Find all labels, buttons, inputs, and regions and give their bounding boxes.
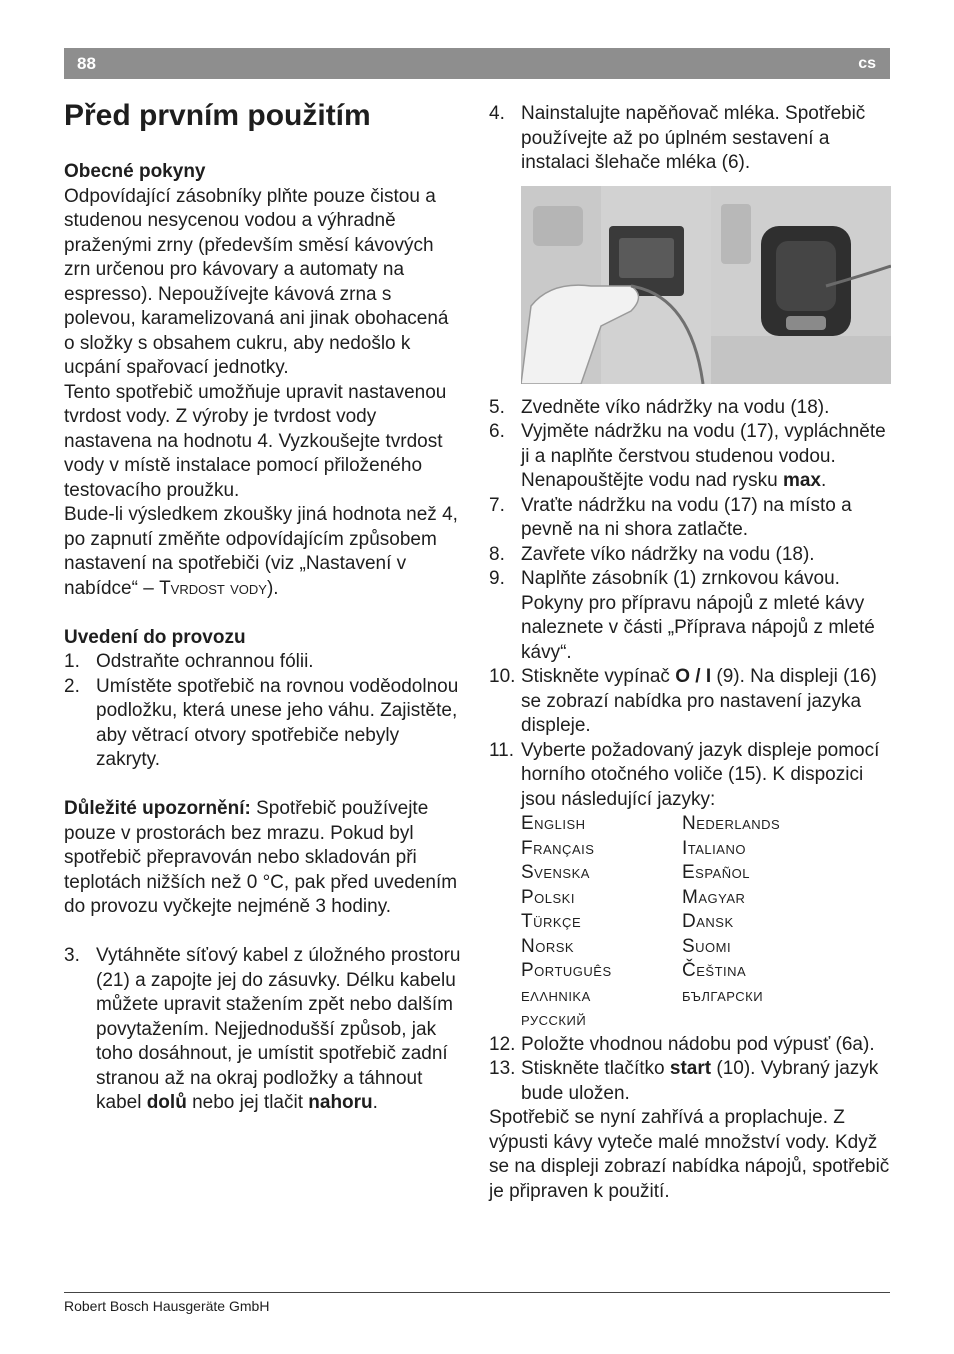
step-text (521, 1057, 891, 1106)
step-9 (489, 567, 891, 665)
step13-text-a: Stiskněte tlačítko (521, 1058, 670, 1079)
step-text: Naplňte zásobník (1) zrnkovou kávou. Pokyny pro přípravu nápojů z mleté kávy naleznete v části „Příprava nápojů z mleté kávy“. (521, 568, 875, 663)
step-number: 6. (489, 421, 505, 442)
step-3 (64, 944, 464, 1116)
language-item: Čeština (682, 960, 747, 981)
step-5 (489, 396, 891, 421)
step-number: 3. (64, 945, 80, 966)
language-item: Polski (521, 886, 575, 908)
water-hardness-reference: Tvrdost vody (159, 577, 267, 599)
step6-text-c: . (820, 470, 827, 491)
language-item: Italiano (682, 837, 746, 859)
step-text: Vyberte požadovaný jazyk displeje pomocí horního otočného voliče (15). K dispozici jsou následující jazyky: (521, 739, 880, 810)
step-text: Zvedněte víko nádržky na vodu (18). (521, 396, 830, 418)
general-heading: Obecné pokyny (64, 161, 206, 182)
step-12 (489, 1033, 891, 1058)
step10-text-c: (9). Na displeji (16) se zobrazí nabídka pro nastavení jazyka displeje. (521, 666, 877, 736)
step-text: Odstraňte ochrannou fólii. (96, 651, 314, 672)
language-item: Português (521, 960, 612, 981)
step-number: 2. (64, 675, 80, 697)
language-item: Magyar (682, 886, 746, 908)
step-number: 7. (489, 494, 505, 516)
step-text: Umístěte spotřebič na rovnou voděodolnou podložku, která unese jeho váhu. Zajistěte, aby větrací otvory spotřebiče nebyly zakryty. (96, 675, 459, 770)
step-text (521, 665, 891, 739)
commission-heading: Uvedení do provozu (64, 626, 246, 648)
language-item: Suomi (682, 935, 732, 957)
step-10 (489, 665, 891, 739)
general-p3-end: ). (266, 577, 279, 599)
language-item: български (682, 984, 764, 1006)
language-item: ελληνικα (521, 984, 591, 1006)
step-number: 4. (489, 103, 505, 124)
language-item: Türkçe (521, 911, 582, 932)
step-number: 9. (489, 568, 505, 589)
language-item: Nederlands (682, 813, 781, 834)
step-text: Položte vhodnou nádobu pod výpusť (6a). (521, 1033, 875, 1055)
step-8 (489, 543, 891, 568)
language-item: Français (521, 837, 595, 859)
language-list (521, 812, 891, 1033)
general-p3-text: Bude-li výsledkem zkoušky jiná hodnota než 4, po zapnutí změňte odpovídajícím způsobem nastavení na spotřebiči (viz „Nastavení v nabídce“ – (64, 504, 458, 599)
step-text (521, 420, 891, 494)
step-number: 10. (489, 666, 516, 687)
language-item: English (521, 813, 586, 834)
step13-text-c: (10). Vybraný jazyk bude uložen. (521, 1058, 879, 1104)
power-switch-symbol: O / I (675, 666, 712, 687)
notice-label: Důležité upozornění: (64, 798, 251, 819)
step-number: 8. (489, 543, 505, 565)
language-item: Svenska (521, 862, 590, 883)
language-item: Dansk (682, 911, 734, 932)
step-number: 11. (489, 739, 515, 761)
language-item: русский (521, 1009, 587, 1030)
step-text: Nainstalujte napěňovač mléka. Spotřebič používejte až po úplném sestavení a instalaci šlehače mléka (6). (521, 103, 866, 173)
step-number: 13. (489, 1058, 516, 1079)
page-title: Před prvním použitím (64, 99, 371, 132)
step-1 (64, 650, 464, 675)
left-column (64, 98, 464, 1116)
general-paragraph-1: Odpovídající zásobníky plňte pouze čistou a studenou nesycenou vodou a výhradně praženými zrny (především směsí kávových zrn určenou pro kávovary a automaty na espresso). Nepoužívejte kávová zrna s polevou, karamelizovaná ani jinak obohacená o složky s obsahem cukru, aby nedošlo k ucpání spařovací jednotky. (64, 185, 449, 378)
general-paragraph-2: Tento spotřebič umožňuje upravit nastavenou tvrdost vody. Z výroby je tvrdost vody nastavena na hodnotu 4. Vyzkoušejte tvrdost vody v místě instalace pomocí přiloženého testovacího proužku. (64, 381, 447, 501)
step-7 (489, 494, 891, 543)
step-text (96, 944, 464, 1116)
step10-text-a: Stiskněte vypínač (521, 666, 676, 687)
step6-max: max (782, 470, 821, 491)
page-number: 88 (77, 54, 96, 73)
step-2 (64, 675, 464, 773)
step-text: Vraťte nádržku na vodu (17) na místo a pevně na ni shora zatlačte. (521, 494, 852, 540)
language-item: Español (682, 862, 750, 883)
step6-text-a: Vyjměte nádržku na vodu (17), vypláchněte ji a naplňte čerstvou studenou vodou. Nenapouštějte vodu nad rysku (521, 421, 886, 491)
step3-down: dolů (146, 1092, 187, 1113)
start-button-label: start (669, 1058, 712, 1079)
footer-divider (64, 1292, 890, 1293)
page-header (64, 48, 890, 79)
step3-text-e: . (372, 1092, 378, 1113)
step3-up: nahoru (308, 1092, 373, 1113)
language-code: cs (858, 55, 876, 72)
notice-text: Spotřebič používejte pouze v prostorách bez mrazu. Pokud byl spotřebič přepravován nebo skladován při teplotách nižších než 0 °C, pak před uvedením do provozu vyčkejte nejméně 3 hodiny. (64, 798, 458, 917)
step-number: 12. (489, 1033, 516, 1055)
language-item: Norsk (521, 935, 575, 957)
step3-text-a: Vytáhněte síťový kabel z úložného prostoru (21) a zapojte jej do zásuvky. Délku kabelu můžete upravit stažením zpět nebo dalším povytažením. Nejjednodušší způsob, jak toho dosáhnout, je umístit spotřebič zadní stranou až na okraj podložky a táhnout kabel (96, 945, 461, 1113)
step-text: Zavřete víko nádržky na vodu (18). (521, 543, 815, 565)
installation-illustration (521, 186, 891, 384)
step-4 (489, 102, 891, 176)
step-11 (489, 739, 891, 813)
step-number: 5. (489, 396, 505, 418)
important-notice (64, 797, 464, 920)
milk-frother-installation-photo (521, 186, 891, 384)
step-number: 1. (64, 651, 80, 672)
closing-paragraph: Spotřebič se nyní zahřívá a proplachuje. Z výpusti kávy vyteče malé množství vody. Když se na displeji zobrazí nabídka nápojů, spotřebič je připraven k použití. (489, 1107, 890, 1202)
step3-text-c: nebo jej tlačit (186, 1092, 309, 1113)
step-13 (489, 1057, 891, 1106)
right-column (489, 102, 891, 1204)
footer-company: Robert Bosch Hausgeräte GmbH (64, 1298, 270, 1314)
general-paragraph-3 (64, 503, 464, 601)
step-6 (489, 420, 891, 494)
